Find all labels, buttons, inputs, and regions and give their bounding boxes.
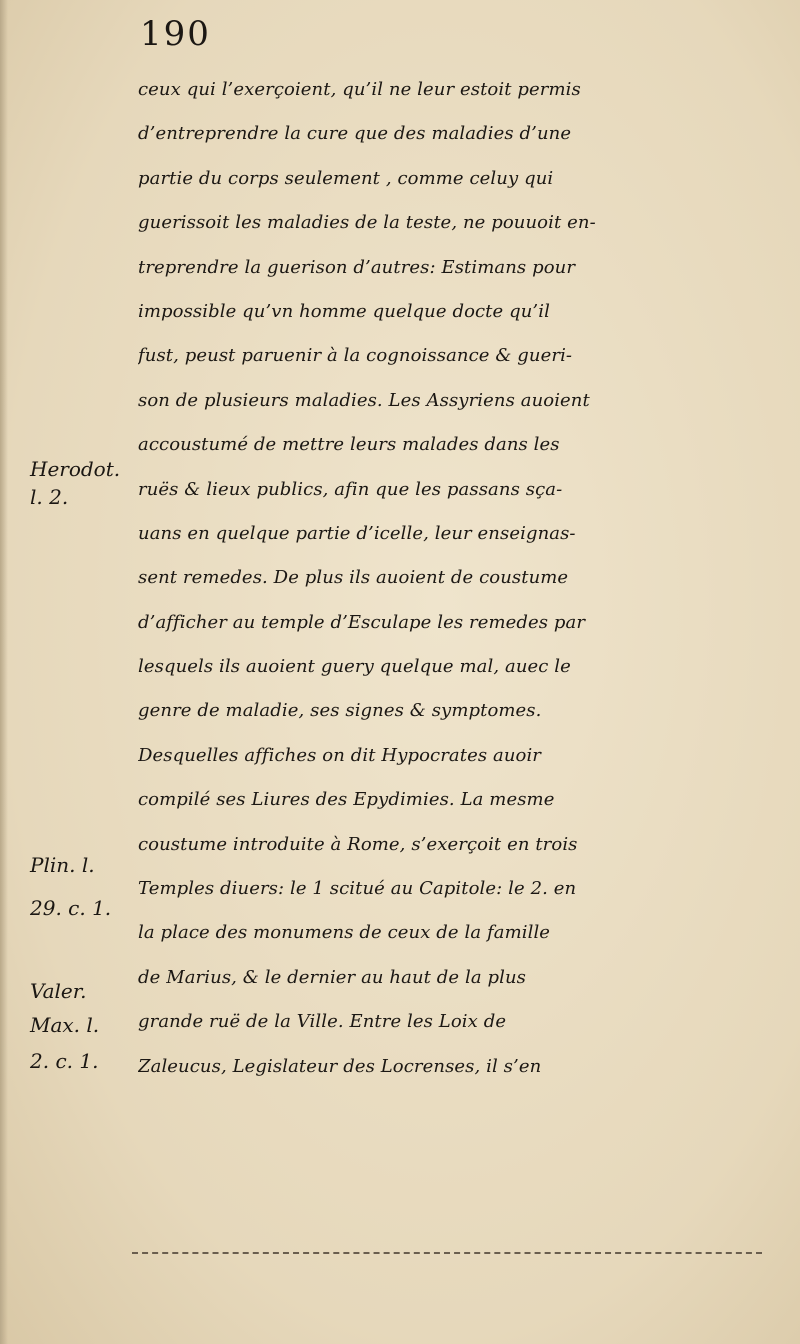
text-line: sent remedes. De plus ils auoient de coustume: [138, 567, 569, 589]
text-line: d’afficher au temple d’Esculape les remedes par: [138, 611, 586, 633]
text-line: ruës & lieux publics, afin que les passans sça-: [138, 478, 563, 500]
text-line: uans en quelque partie d’icelle, leur enseignas-: [138, 522, 576, 544]
text-line: la place des monumens de ceux de la famille: [138, 922, 551, 944]
text-line: Desquelles affiches on dit Hypocrates auoir: [138, 744, 542, 766]
text-line: compilé ses Liures des Epydimies. La mesme: [138, 789, 555, 811]
marginal-note-valer-max: Max. l.: [30, 1013, 100, 1037]
marginal-note-valer-ref: 2. c. 1.: [30, 1049, 99, 1073]
text-line: Temples diuers: le 1 scitué au Capitole: le 2. en: [138, 878, 577, 900]
marginal-notes: [0, 0, 140, 1344]
text-line: treprendre la guerison d’autres: Estimans pour: [138, 256, 576, 278]
text-line: guerissoit les maladies de la teste, ne pouuoit en-: [138, 212, 596, 234]
text-line: grande ruë de la Ville. Entre les Loix de: [138, 1011, 507, 1033]
text-line: partie du corps seulement , comme celuy qui: [138, 167, 554, 189]
text-line: son de plusieurs maladies. Les Assyriens auoient: [138, 389, 590, 411]
text-line: d’entreprendre la cure que des maladies d’une: [138, 123, 572, 145]
marginal-note-herodot-ref: l. 2.: [30, 485, 69, 509]
page-number: 190: [140, 14, 211, 54]
text-line: genre de maladie, ses signes & symptomes.: [138, 700, 542, 722]
text-line: lesquels ils auoient guery quelque mal, auec le: [138, 656, 571, 678]
text-line: impossible qu’vn homme quelque docte qu’il: [138, 300, 550, 322]
marginal-note-valer: Valer.: [30, 979, 87, 1003]
text-line: accoustumé de mettre leurs malades dans les: [138, 434, 560, 456]
marginal-note-plin: Plin. l.: [30, 853, 95, 877]
marginal-note-herodot: Herodot.: [30, 457, 121, 481]
text-line: de Marius, & le dernier au haut de la plus: [138, 966, 527, 988]
footer-rule: [132, 1252, 762, 1254]
text-line: Zaleucus, Legislateur des Locrenses, il s’en: [138, 1055, 542, 1077]
marginal-note-plin-ref: 29. c. 1.: [30, 896, 112, 920]
body-text: [138, 68, 798, 1089]
text-line: fust, peust paruenir à la cognoissance & gueri-: [138, 345, 573, 367]
text-line: ceux qui l’exerçoient, qu’il ne leur estoit permis: [138, 79, 581, 100]
text-line: coustume introduite à Rome, s’exerçoit en trois: [138, 833, 578, 855]
